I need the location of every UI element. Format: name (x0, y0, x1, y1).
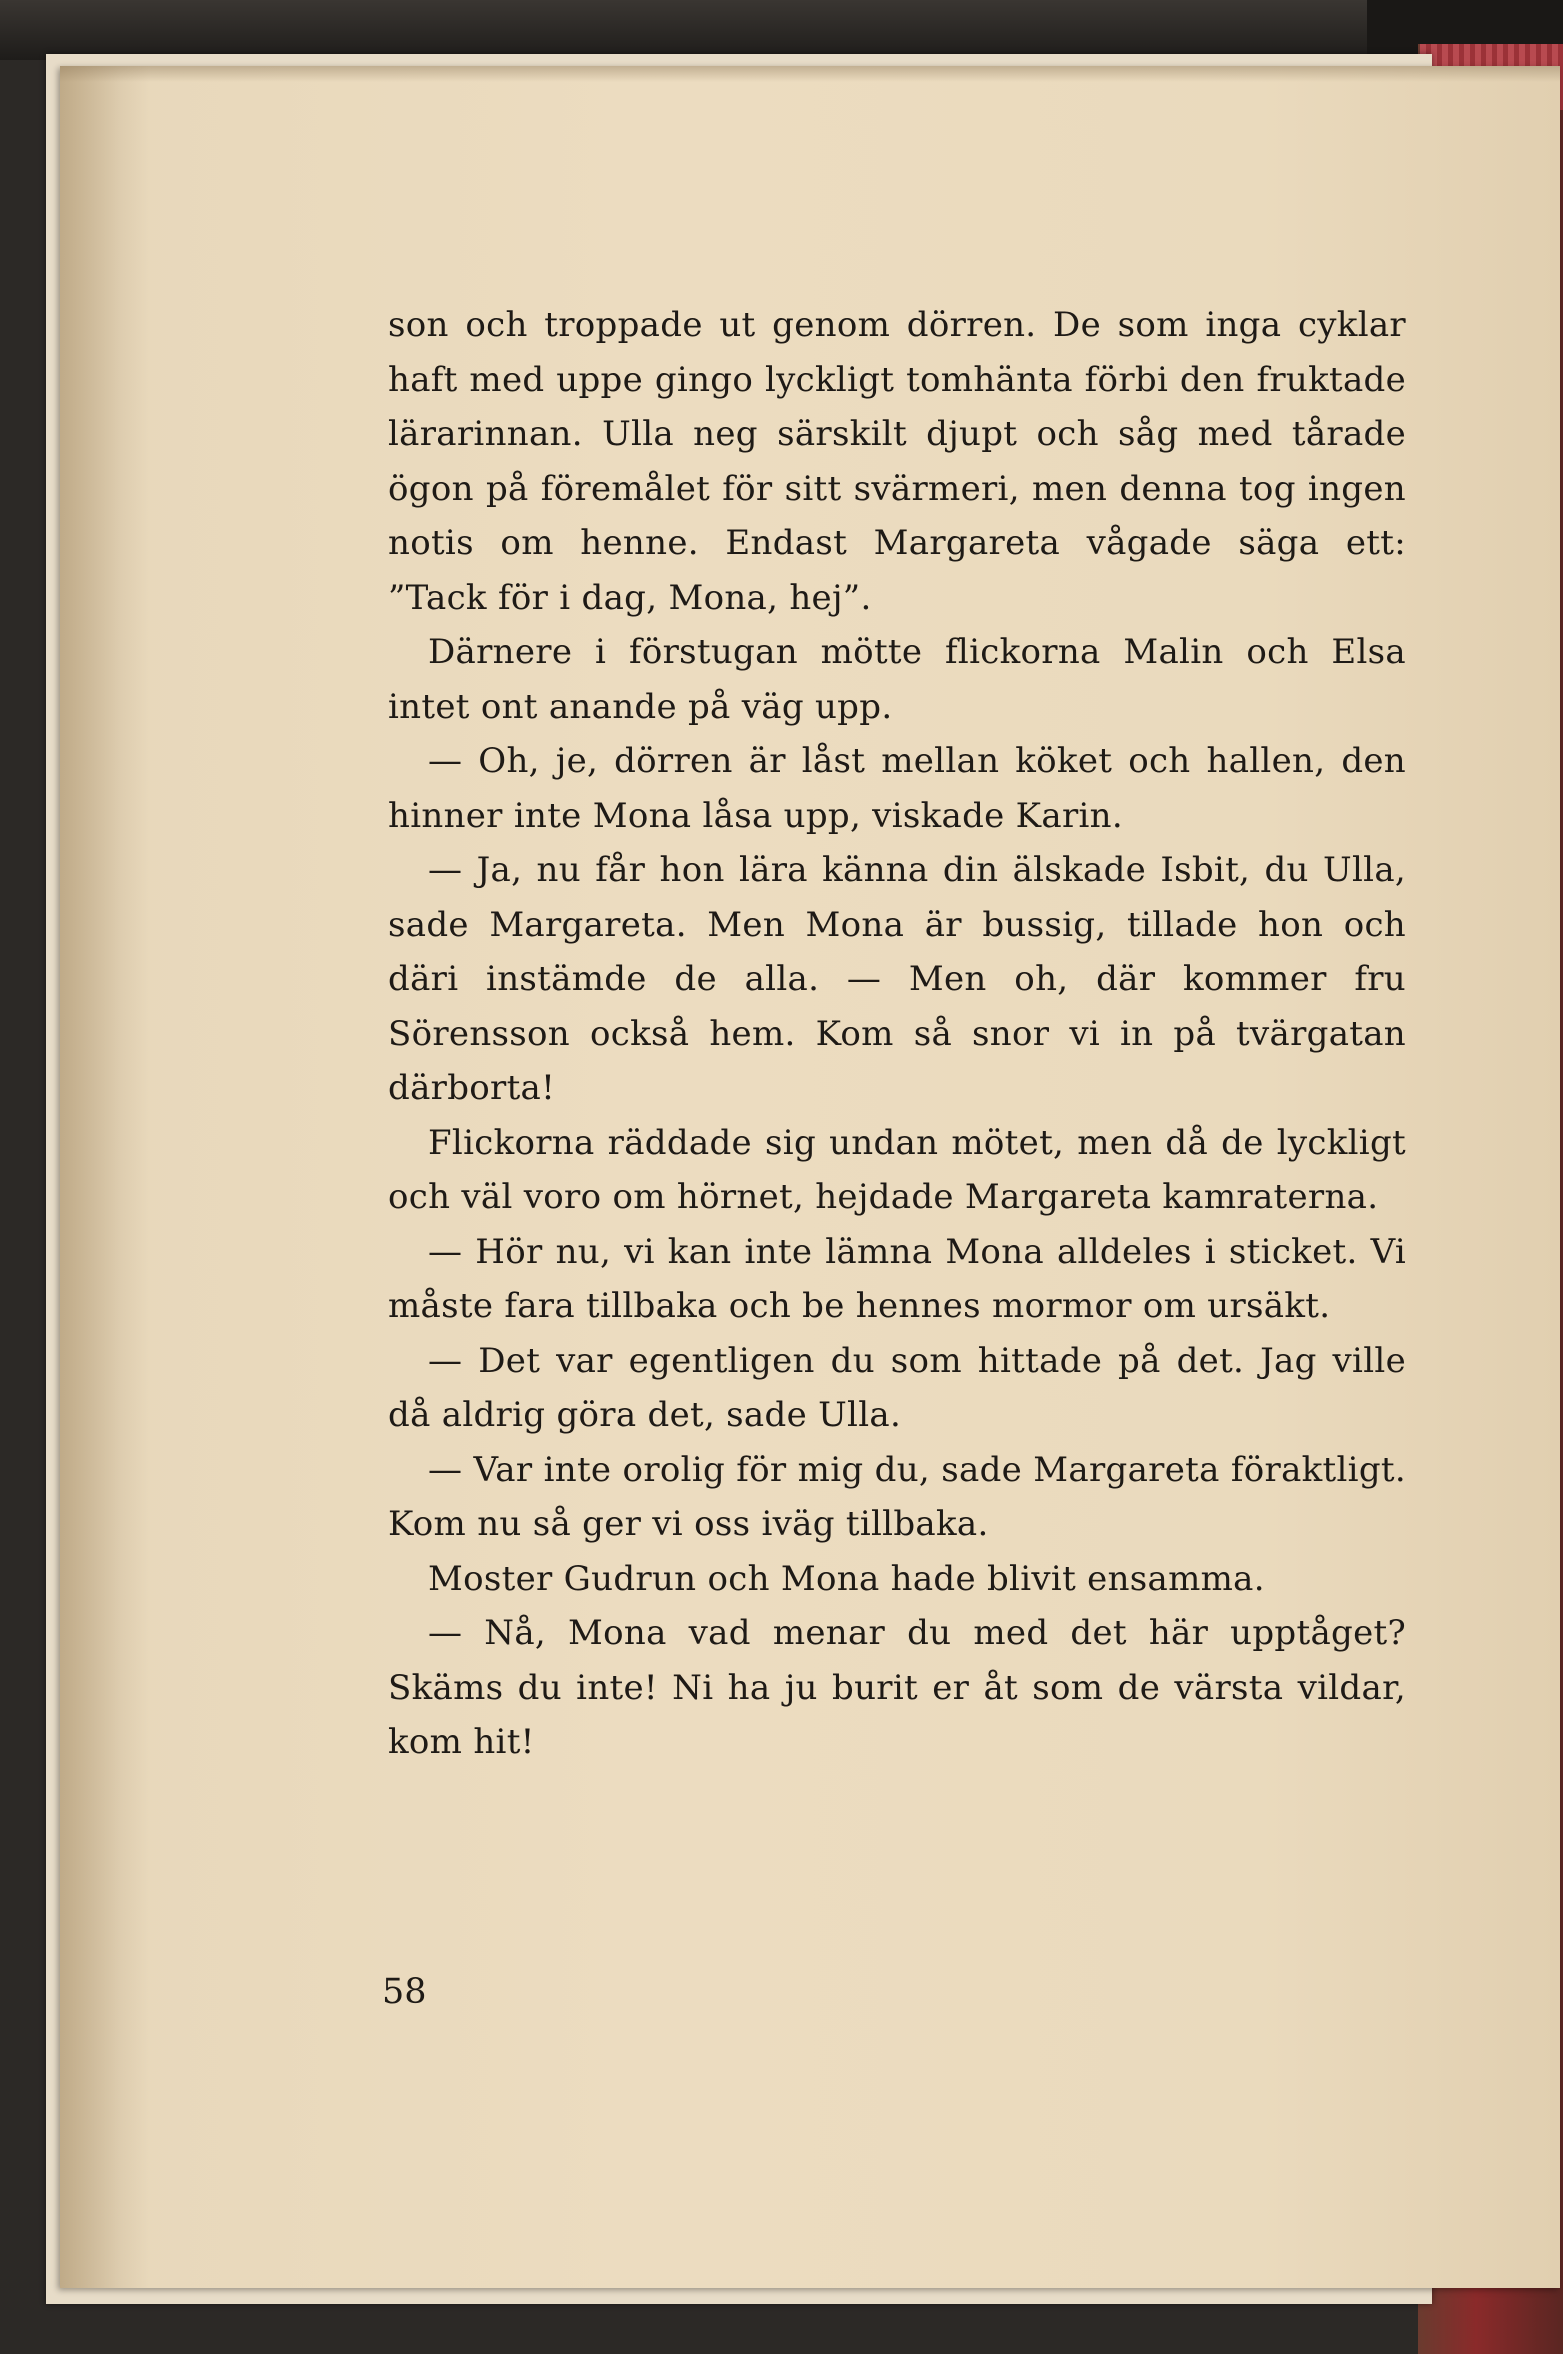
body-text (388, 298, 1406, 1770)
paragraph-2: Därnere i förstugan mötte flickorna Malin och Elsa intet ont anande på väg upp. (388, 632, 1406, 727)
page-fold-shadow (60, 66, 1560, 82)
paragraph-10: — Nå, Mona vad menar du med det här upptåget? Skäms du inte! Ni ha ju burit er åt som de värsta vildar, kom hit! (388, 1613, 1406, 1762)
paragraph-3: — Oh, je, dörren är låst mellan köket och hallen, den hinner inte Mona låsa upp, viskade Karin. (388, 741, 1406, 836)
paragraph-7: — Det var egentligen du som hittade på det. Jag ville då aldrig göra det, sade Ulla. (388, 1340, 1406, 1435)
gutter-shadow (60, 66, 150, 2288)
paragraph-4: — Ja, nu får hon lära känna din älskade Isbit, du Ulla, sade Margareta. Men Mona är bussig, tillade hon och däri instämde de alla. — Men oh, där kommer fru Sörensson också hem. Kom så snor vi in på tvärgatan därborta! (388, 850, 1406, 1108)
paragraph-8: — Var inte orolig för mig du, sade Margareta föraktligt. Kom nu så ger vi oss iväg tillbaka. (388, 1449, 1406, 1544)
paragraph-5: Flickorna räddade sig undan mötet, men då de lyckligt och väl voro om hörnet, hejdade Margareta kamraterna. (388, 1122, 1406, 1217)
backdrop (0, 0, 1563, 60)
paragraph-1: son och troppade ut genom dörren. De som inga cyklar haft med uppe gingo lyckligt tomhänta förbi den fruktade lärarinnan. Ulla neg särskilt djupt och såg med tårade ögon på föremålet för sitt svärmeri, men denna tog ingen notis om henne. Endast Margareta vågade säga ett: ”Tack för i dag, Mona, hej”. (388, 305, 1406, 618)
page-number: 58 (382, 1972, 427, 2012)
paragraph-6: — Hör nu, vi kan inte lämna Mona alldeles i sticket. Vi måste fara tillbaka och be hennes mormor om ursäkt. (388, 1231, 1406, 1326)
paragraph-9: Moster Gudrun och Mona hade blivit ensamma. (428, 1558, 1265, 1599)
